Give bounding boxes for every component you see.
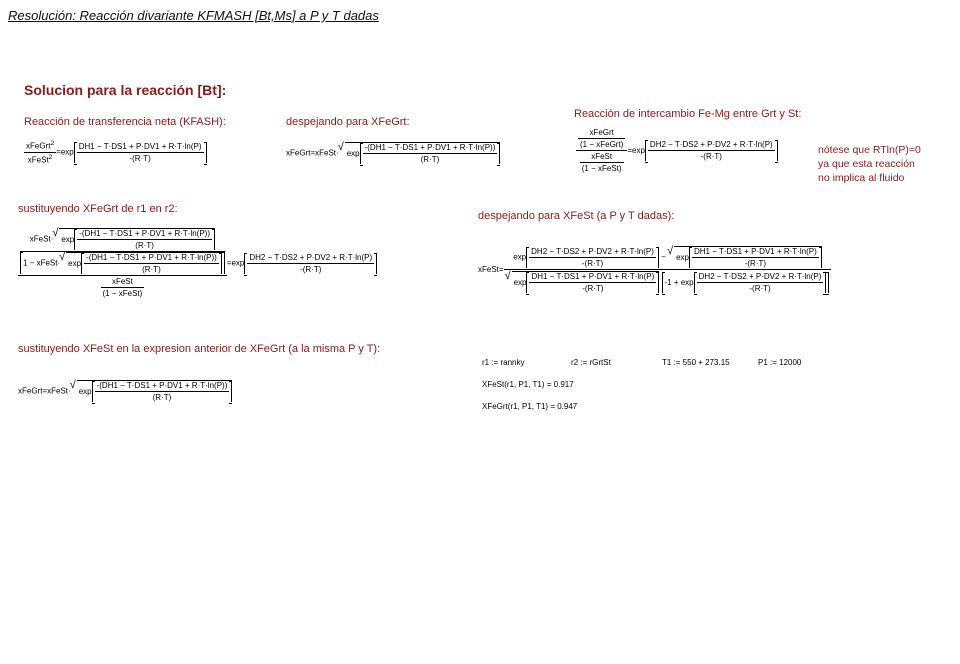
document-title: Resolución: Reacción divariante KFMASH [Bt,Ms] a P y T dadas [8, 8, 379, 23]
equation-xfest: xFeSt= exp $\frac{DH2 - T\cdot DS2 + P\cdot DV2 + R\cdot T\cdot\ln(P)}{-(R\cdot T)}$ − √ exp $\frac{DH1 - T\cdot DS1 + P\cdot DV1 + R\cdot T\cdot\ln(P)}{-(R\cdot T)}$ √ exp $\frac{DH1 - T\cdot DS1 + P\cdot DV1 + R\cdot T\cdot\ln(P)}{-(R\cdot T)}$ -1 + exp $\frac{DH2 - T\cdot DS2 + P\cdot DV2 + R\cdot T\cdot\ln(P)}{-(R\cdot T)}$ [478, 246, 831, 293]
equation-xfegrt: xFeGrt=xFeSt·√ exp $\frac{-(DH1 - T\cdot DS1 + P\cdot DV1 + R\cdot T\cdot\ln(P))}{(R\cdot T)}$ [286, 142, 500, 164]
equation-substitution: xFeSt·√ exp $\frac{-(DH1 - T\cdot DS1 + P\cdot DV1 + R\cdot T\cdot\ln(P))}{(R\cdot T)}$ 1 − xFeSt·√ exp $\frac{-(DH1 - T\cdot DS1 + P\cdot DV1 + R\cdot T\cdot\ln(P))}{(R\cdot T)}$ $\frac{\text{xFeSt}}{\text{(1 − xFeSt)}}$ =exp $\frac{DH2 - T\cdot DS2 + P\cdot DV2 + R\cdot T\cdot\ln(P)}{-(R\cdot T)}$ [18, 228, 377, 298]
label-subst: sustituyendo XFeGrt de r1 en r2: [18, 203, 178, 215]
def-p1: P1 := 12000 [758, 358, 802, 367]
label-solve-grt: despejando para XFeGrt: [286, 116, 410, 128]
label-subst2: sustituyendo XFeSt en la expresion anterior de XFeGrt (a la misma P y T): [18, 343, 381, 355]
result-xfegrt: XFeGrt(r1, P1, T1) = 0.947 [482, 402, 578, 411]
equation-transfer: $\frac{xFeGrt^2}{xFeSt^2}$ =exp $\frac{DH1 - T\cdot DS1 + P\cdot DV1 + R\cdot T\cdot\ln(P)}{-(R\cdot T)}$ [24, 140, 207, 164]
label-transfer: Reacción de transferencia neta (KFASH): [24, 116, 226, 128]
equation-xfegrt-final: xFeGrt=xFeSt·√ exp $\frac{-(DH1 - T\cdot DS1 + P\cdot DV1 + R\cdot T\cdot\ln(P))}{(R\cdot T)}$ [18, 380, 232, 402]
label-solve-st: despejando para XFeSt (a P y T dadas): [478, 210, 675, 222]
def-r1: r1 := rannky [482, 358, 525, 367]
section-heading: Solucion para la reacción [Bt]: [24, 82, 227, 98]
result-xfest: XFeSt(r1, P1, T1) = 0.917 [482, 380, 574, 389]
def-r2: r2 := rGrtSt [571, 358, 611, 367]
def-t1: T1 := 550 + 273.15 [662, 358, 730, 367]
equation-exchange: $\frac{\frac{\text{xFeGrt}}{\text{(1 − xFeGrt)}}}{\frac{\text{xFeSt}}{\text{(1 − xFeSt)}}}$ =exp $\frac{DH2 - T\cdot DS2 + P\cdot DV2 + R\cdot T\cdot\ln(P)}{-(R\cdot T)}$ [576, 128, 778, 173]
label-exchange: Reacción de intercambio Fe-Mg entre Grt y St: [574, 108, 802, 120]
note-block: nótese que RTln(P)=0 ya que esta reacción no implica al fluido [818, 144, 921, 184]
